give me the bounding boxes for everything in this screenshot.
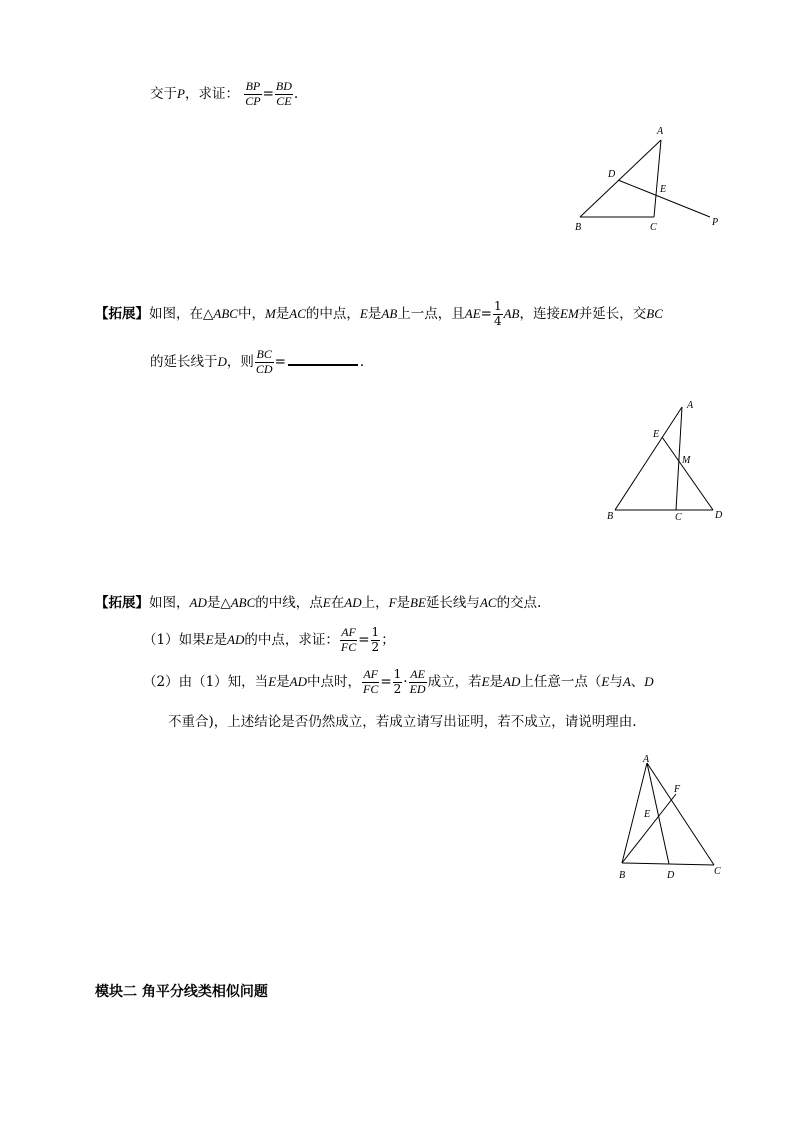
label-b: B bbox=[619, 870, 626, 881]
figure-2-triangle bbox=[600, 395, 735, 525]
answer-blank[interactable] bbox=[288, 352, 358, 366]
fraction-af-fc: $\frac{AF}{FC}$ bbox=[362, 667, 379, 696]
label-p: P bbox=[712, 217, 719, 228]
problem2-line1: 【拓展】如图，在△ABC中，M是AC的中点，E是AB上一点，且AE= $\frac{1}{4}$ AB，连接EM并延长，交BC bbox=[95, 299, 663, 328]
problem1-line: 交于P，求证： $\frac{BP}{CP}$ = $\frac{BD}{CE}$ . bbox=[150, 79, 299, 108]
figure-1-triangle bbox=[570, 120, 730, 240]
figure-3-triangle bbox=[612, 748, 732, 883]
problem3-line1: 【拓展】如图，AD是△ABC的中线，点E在AD上，F是BE延长线与AC的交点. bbox=[95, 595, 542, 611]
fraction-one-quarter: $\frac{1}{4}$ bbox=[493, 299, 502, 328]
fraction-one-half: $\frac{1}{2}$ bbox=[393, 667, 402, 696]
label-c: C bbox=[714, 866, 721, 877]
label-b: B bbox=[575, 222, 582, 233]
problem3-part2-line2: 不重合)，上述结论是否仍然成立，若成立请写出证明，若不成立，请说明理由. bbox=[168, 714, 637, 730]
fraction-one-half: $\frac{1}{2}$ bbox=[371, 625, 380, 654]
tag-extension: 【拓展】 bbox=[95, 305, 149, 322]
fraction-bd-ce: $\frac{BD}{CE}$ bbox=[275, 79, 292, 108]
problem3-part2-line1: （2）由（1）知，当E是AD中点时， $\frac{AF}{FC}$ = $\frac{1}{2}$ · $\frac{AE}{ED}$ 成立，若E是AD上任意一点（E与A、D bbox=[143, 667, 654, 696]
tag-extension: 【拓展】 bbox=[95, 595, 149, 611]
module-heading: 模块二 角平分线类相似问题 bbox=[95, 984, 268, 1000]
label-d: D bbox=[608, 169, 616, 180]
label-e: E bbox=[660, 184, 667, 195]
fraction-bc-cd: $\frac{BC}{CD}$ bbox=[255, 347, 273, 376]
label-c: C bbox=[675, 512, 682, 523]
label-f: F bbox=[674, 784, 681, 795]
problem3-part1: （1）如果E是AD的中点，求证： $\frac{AF}{FC}$ = $\frac{1}{2}$ ； bbox=[143, 625, 395, 654]
label-c: C bbox=[650, 222, 657, 233]
fraction-bp-cp: $\frac{BP}{CP}$ bbox=[245, 79, 261, 108]
fraction-ae-ed: $\frac{AE}{ED}$ bbox=[409, 667, 426, 696]
label-a: A bbox=[643, 754, 650, 765]
label-m: M bbox=[682, 455, 691, 466]
problem2-line2: 的延长线于D，则 $\frac{BC}{CD}$ = . bbox=[150, 347, 365, 376]
label-d: D bbox=[667, 870, 675, 881]
label-d: D bbox=[715, 510, 723, 521]
label-e: E bbox=[653, 429, 660, 440]
label-b: B bbox=[607, 511, 614, 522]
fraction-af-fc: $\frac{AF}{FC}$ bbox=[340, 625, 357, 654]
label-e: E bbox=[644, 809, 651, 820]
label-a: A bbox=[687, 400, 694, 411]
label-a: A bbox=[657, 126, 664, 137]
